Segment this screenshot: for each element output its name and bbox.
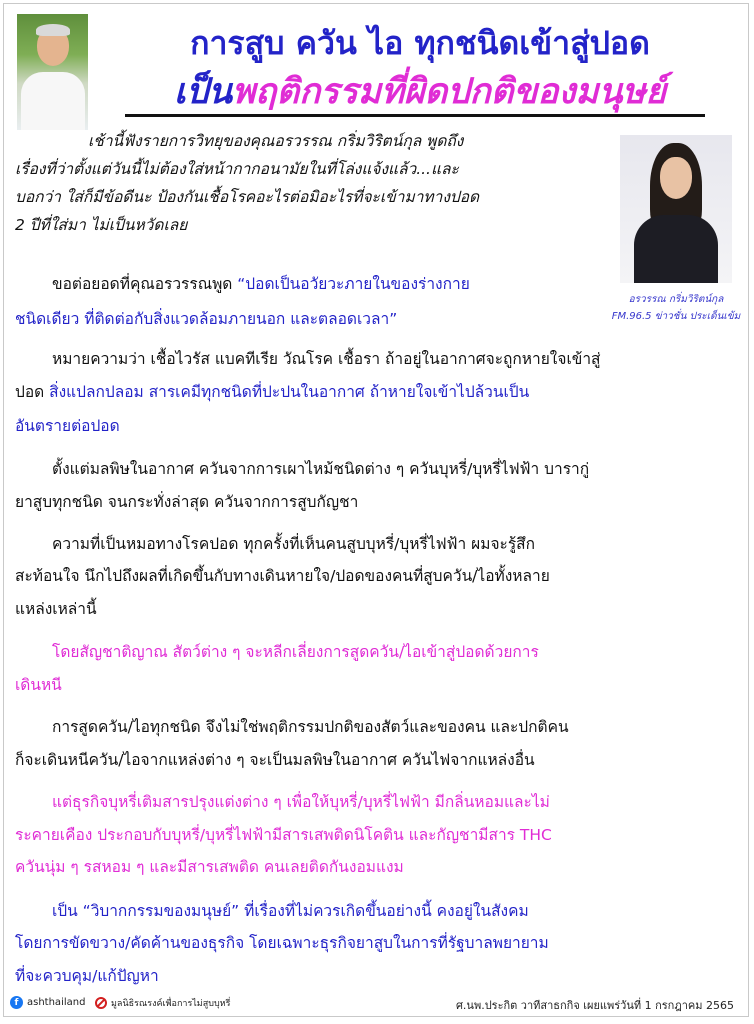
host-photo xyxy=(620,135,732,283)
paragraph-2-line-1 xyxy=(52,270,470,298)
footer-organization xyxy=(95,996,230,1010)
paragraph-1-line-3: บอกว่า ใส่ก็มีข้อดีนะ ป้องกันเชื้อโรคอะไรต่อมิอะไรที่จะเข้ามาทางปอด xyxy=(15,188,480,206)
paragraph-1-line-1: เช้านี้ฟังรายการวิทยุของคุณอรวรรณ กริ่มวิริตน์กุล พูดถึง xyxy=(88,132,464,150)
title-underline xyxy=(125,114,705,117)
author-photo xyxy=(17,14,88,130)
paragraph-6-line-2: เดินหนี xyxy=(15,676,62,694)
paragraph-7-line-1: การสูดควัน/ไอทุกชนิด จึงไม่ใช่พฤติกรรมปกติของสัตว์และของคน และปกติคน xyxy=(52,718,569,736)
title-line-2-pink: พฤติกรรมที่ผิดปกติของมนุษย์ xyxy=(232,72,667,112)
footer-facebook[interactable] xyxy=(10,996,85,1009)
title-line-2-blue: เป็น xyxy=(173,72,233,112)
paragraph-1-line-2: เรื่องที่ว่าตั้งแต่วันนี้ไม่ต้องใส่หน้ากากอนามัยในที่โล่งแจ้งแล้ว...และ xyxy=(15,160,459,178)
paragraph-3-line-1: หมายความว่า เชื้อไวรัส แบคทีเรีย วัณโรค เชื้อรา ถ้าอยู่ในอากาศจะถูกหายใจเข้าสู่ xyxy=(52,350,601,368)
paragraph-5-line-1: ความที่เป็นหมอทางโรคปอด ทุกครั้งที่เห็นคนสูบบุหรี่/บุหรี่ไฟฟ้า ผมจะรู้สึก xyxy=(52,535,536,553)
paragraph-2-line-2: ชนิดเดียว ที่ติดต่อกับสิ่งแวดล้อมภายนอก และตลอดเวลา” xyxy=(15,310,398,328)
paragraph-9-line-2: โดยการขัดขวาง/คัดค้านของธุรกิจ โดยเฉพาะธุรกิจยาสูบในการที่รัฐบาลพยายาม xyxy=(15,934,549,952)
paragraph-1-line-4: 2 ปีที่ใส่มา ไม่เป็นหวัดเลย xyxy=(15,216,188,234)
paragraph-3-line-2 xyxy=(15,378,529,406)
paragraph-4-line-1: ตั้งแต่มลพิษในอากาศ ควันจากการเผาไหม้ชนิดต่าง ๆ ควันบุหรี่/บุหรี่ไฟฟ้า บารากู่ xyxy=(52,460,590,478)
host-caption xyxy=(606,291,746,325)
host-caption-name: อรวรรณ กริ่มวิริตน์กุล xyxy=(628,294,724,305)
paragraph-8-line-2: ระคายเคือง ประกอบกับบุหรี่/บุหรี่ไฟฟ้ามีสารเสพติดนิโคติน และกัญชามีสาร THC xyxy=(15,826,552,844)
paragraph-8-line-1: แต่ธุรกิจบุหรี่เติมสารปรุงแต่งต่าง ๆ เพื่อให้บุหรี่/บุหรี่ไฟฟ้า มีกลิ่นหอมและไม่ xyxy=(52,793,550,811)
organization-name: มูลนิธิรณรงค์เพื่อการไม่สูบบุหรี่ xyxy=(111,999,231,1009)
paragraph-3-highlight: สิ่งแปลกปลอม สารเคมีทุกชนิดที่ปะปนในอากาศ ถ้าหายใจเข้าไปล้วนเป็น xyxy=(49,383,530,401)
title-line-1: การสูบ ควัน ไอ ทุกชนิดเข้าสู่ปอด xyxy=(190,24,650,62)
paragraph-9-line-1: เป็น “วิบากกรรมของมนุษย์” ที่เรื่องที่ไม่ควรเกิดขึ้นอย่างนี้ คงอยู่ในสังคม xyxy=(52,902,529,920)
paragraph-2-plain: ขอต่อยอดที่คุณอรวรรณพูด xyxy=(52,275,238,293)
facebook-icon: f xyxy=(10,996,23,1009)
paragraph-4-line-2: ยาสูบทุกชนิด จนกระทั่งล่าสุด ควันจากการสูบกัญชา xyxy=(15,493,359,511)
title-line-2 xyxy=(110,64,730,119)
paragraph-8-line-3: ควันนุ่ม ๆ รสหอม ๆ และมีสารเสพติด คนเลยติดกันงอมแงม xyxy=(15,858,404,876)
paragraph-3-line-3: อันตรายต่อปอด xyxy=(15,417,120,435)
facebook-handle: ashthailand xyxy=(27,997,86,1008)
host-caption-station: FM.96.5 ข่าวชั่น ประเด็นเข้ม xyxy=(611,311,741,322)
paragraph-6-line-1: โดยสัญชาติญาณ สัตว์ต่าง ๆ จะหลีกเลี่ยงการสูดควัน/ไอเข้าสู่ปอดด้วยการ xyxy=(52,643,539,661)
paragraph-5-line-3: แหล่งเหล่านี้ xyxy=(15,600,97,618)
paragraph-7-line-2: ก็จะเดินหนีควัน/ไอจากแหล่งต่าง ๆ จะเป็นมลพิษในอากาศ ควันไฟจากแหล่งอื่น xyxy=(15,751,535,769)
paragraph-2-quote-start: “ปอดเป็นอวัยวะภายในของร่างกาย xyxy=(237,275,470,293)
paragraph-9-line-3: ที่จะควบคุม/แก้ปัญหา xyxy=(15,967,159,985)
paragraph-5-line-2: สะท้อนใจ นึกไปถึงผลที่เกิดขึ้นกับทางเดินหายใจ/ปอดของคนที่สูบควัน/ไอทั้งหลาย xyxy=(15,567,550,585)
no-smoking-icon xyxy=(95,997,107,1009)
footer-credit: ศ.นพ.ประกิต วาทีสาธกกิจ เผยแพร่วันที่ 1 กรกฎาคม 2565 xyxy=(455,999,734,1012)
paragraph-3-plain: ปอด xyxy=(15,383,50,401)
